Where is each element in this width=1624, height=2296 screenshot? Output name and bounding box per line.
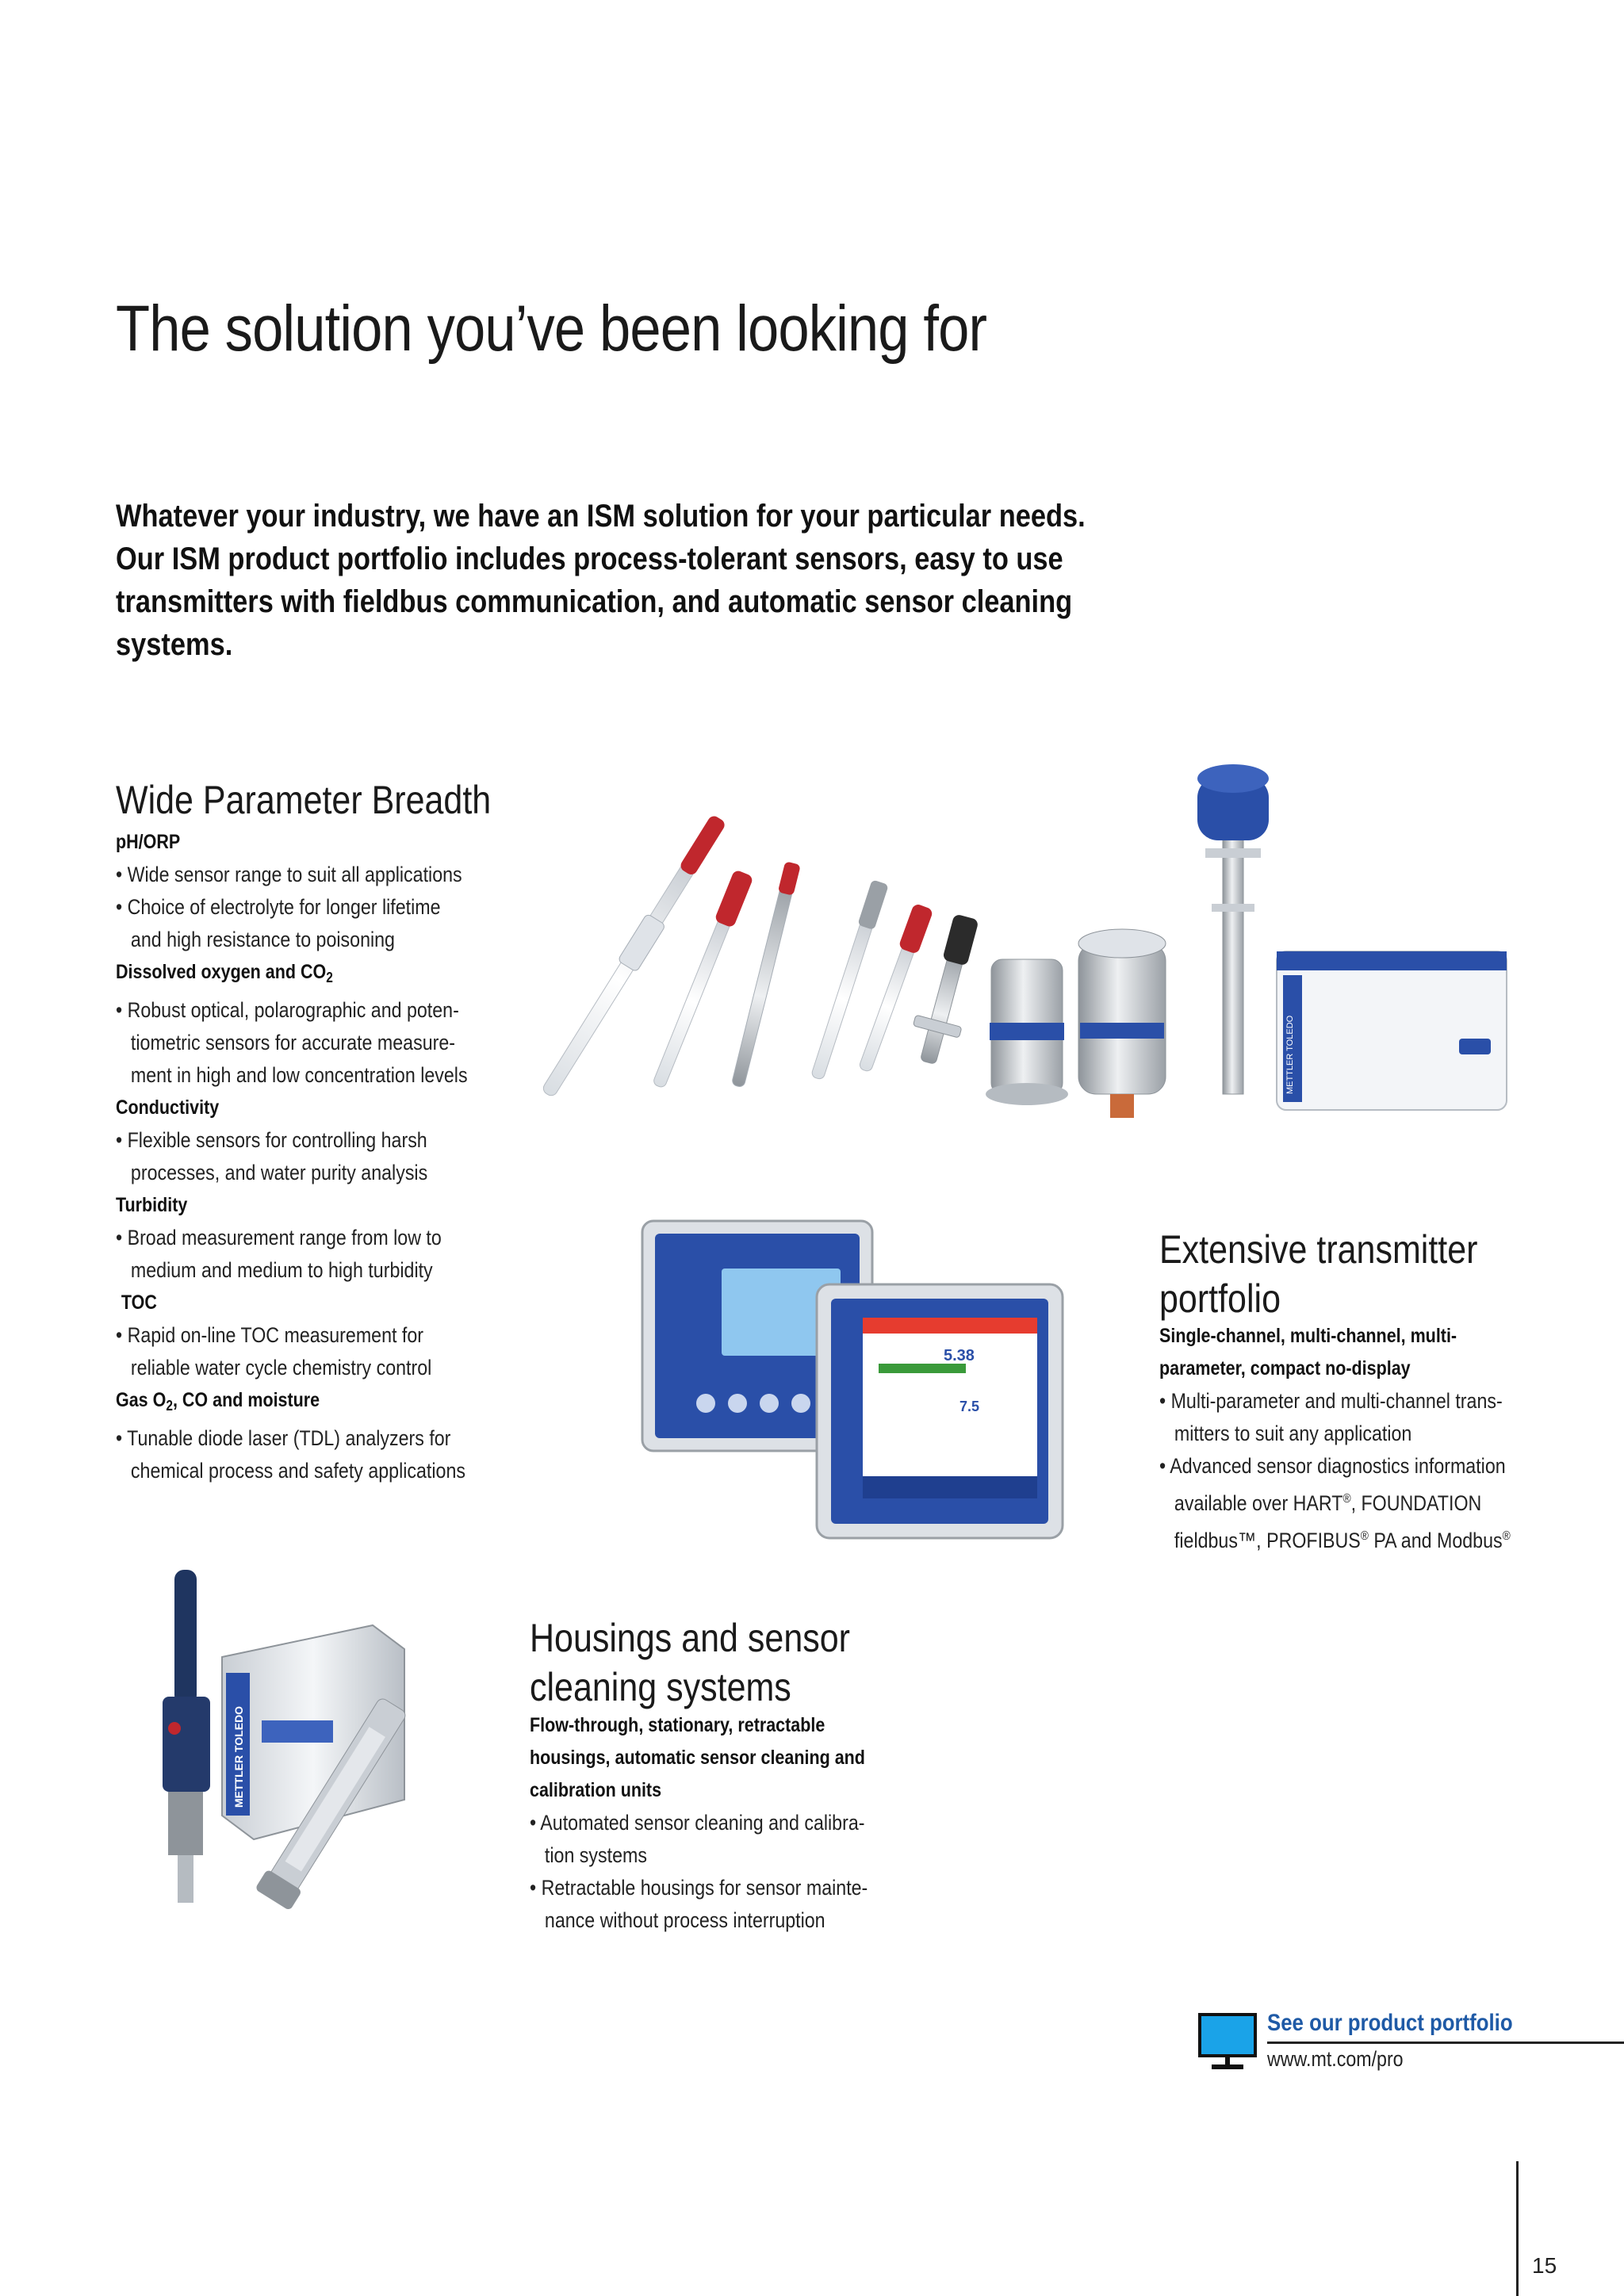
- subheading: calibration units: [530, 1779, 662, 1801]
- product-portfolio-url[interactable]: www.mt.com/pro: [1267, 2047, 1404, 2071]
- wide-parameter-list: [116, 826, 468, 1487]
- bullet-continuation: tiometric sensors for accurate measure-: [130, 1031, 455, 1054]
- bullet-continuation: medium and medium to high turbidity: [130, 1258, 433, 1282]
- brand-label-text: METTLER TOLEDO: [232, 1705, 245, 1808]
- product-portfolio-link[interactable]: See our product portfolio: [1267, 2010, 1513, 2036]
- sensors-product-image: [515, 761, 1515, 1142]
- bullet-continuation: ment in high and low concentration levels: [130, 1063, 468, 1087]
- bullet-continuation: available over HART®, FOUNDATION: [1174, 1491, 1482, 1515]
- screen-value: 5.38: [944, 1347, 975, 1364]
- housings-product-image: [119, 1554, 484, 1950]
- bullet: • Retractable housings for sensor mainte-: [530, 1876, 868, 1900]
- heading-conductivity: Conductivity: [116, 1096, 220, 1119]
- bullet: • Wide sensor range to suit all applications: [116, 863, 462, 886]
- link-underline-rule: [1267, 2042, 1624, 2044]
- page-title: The solution you’ve been looking for: [116, 293, 987, 365]
- page-number-rule: [1516, 2161, 1519, 2296]
- intro-line: transmitters with fieldbus communication, and automatic sensor cleaning: [116, 584, 1073, 619]
- section-title-housings: Housings and sensor cleaning systems: [530, 1616, 850, 1709]
- bullet: • Broad measurement range from low to: [116, 1226, 442, 1249]
- subheading: housings, automatic sensor cleaning and: [530, 1747, 865, 1769]
- bullet: • Robust optical, polarographic and poten-: [116, 998, 459, 1022]
- bullet: • Choice of electrolyte for longer lifetime: [116, 895, 441, 919]
- bullet-continuation: mitters to suit any application: [1174, 1422, 1412, 1445]
- heading-gas: Gas $O_2$, CO and moisture: [116, 1389, 320, 1414]
- subheading: Single-channel, multi-channel, multi-: [1159, 1325, 1457, 1347]
- intro-line: Whatever your industry, we have an ISM solution for your particular needs.: [116, 499, 1086, 534]
- bullet-continuation: processes, and water purity analysis: [130, 1161, 428, 1184]
- bullet: • Multi-parameter and multi-channel trans-: [1159, 1389, 1503, 1413]
- subheading: parameter, compact no-display: [1159, 1357, 1411, 1380]
- bullet: • Advanced sensor diagnostics information: [1159, 1454, 1506, 1478]
- bullet-continuation: nance without process interruption: [544, 1908, 825, 1932]
- heading-toc: TOC: [121, 1292, 157, 1314]
- screen-value: 7.5: [959, 1399, 980, 1414]
- bullet-continuation: reliable water cycle chemistry control: [130, 1356, 432, 1380]
- brand-label-text: METTLER TOLEDO: [1285, 1015, 1295, 1094]
- intro-line: Our ISM product portfolio includes process-tolerant sensors, easy to use: [116, 541, 1063, 576]
- intro-paragraph: [116, 495, 1086, 666]
- bullet-continuation: fieldbus™, PROFIBUS® PA and Modbus®: [1174, 1529, 1511, 1552]
- section-title-transmitter: Extensive transmitter portfolio: [1159, 1227, 1478, 1321]
- bullet-continuation: and high resistance to poisoning: [130, 928, 395, 951]
- monitor-icon[interactable]: [1197, 2012, 1258, 2072]
- bullet-continuation: tion systems: [544, 1843, 647, 1867]
- transmitters-product-image: [626, 1205, 1078, 1554]
- bullet: • Rapid on-line TOC measurement for: [116, 1323, 423, 1347]
- bullet: • Automated sensor cleaning and calibra-: [530, 1811, 865, 1835]
- heading-ph-orp: pH/ORP: [116, 831, 181, 853]
- housings-list: [530, 1709, 868, 1937]
- heading-turbidity: Turbidity: [116, 1194, 188, 1216]
- bullet: • Tunable diode laser (TDL) analyzers for: [116, 1426, 451, 1450]
- bullet: • Flexible sensors for controlling harsh: [116, 1128, 427, 1152]
- transmitter-list: [1159, 1320, 1511, 1557]
- section-title-wide-parameter: Wide Parameter Breadth: [116, 778, 492, 822]
- heading-dissolved-oxygen: Dissolved oxygen and $CO_2$: [116, 961, 333, 985]
- intro-line: systems.: [116, 627, 233, 662]
- bullet-continuation: chemical process and safety applications: [130, 1459, 465, 1483]
- subheading: Flow-through, stationary, retractable: [530, 1714, 825, 1736]
- page-number: 15: [1532, 2253, 1557, 2278]
